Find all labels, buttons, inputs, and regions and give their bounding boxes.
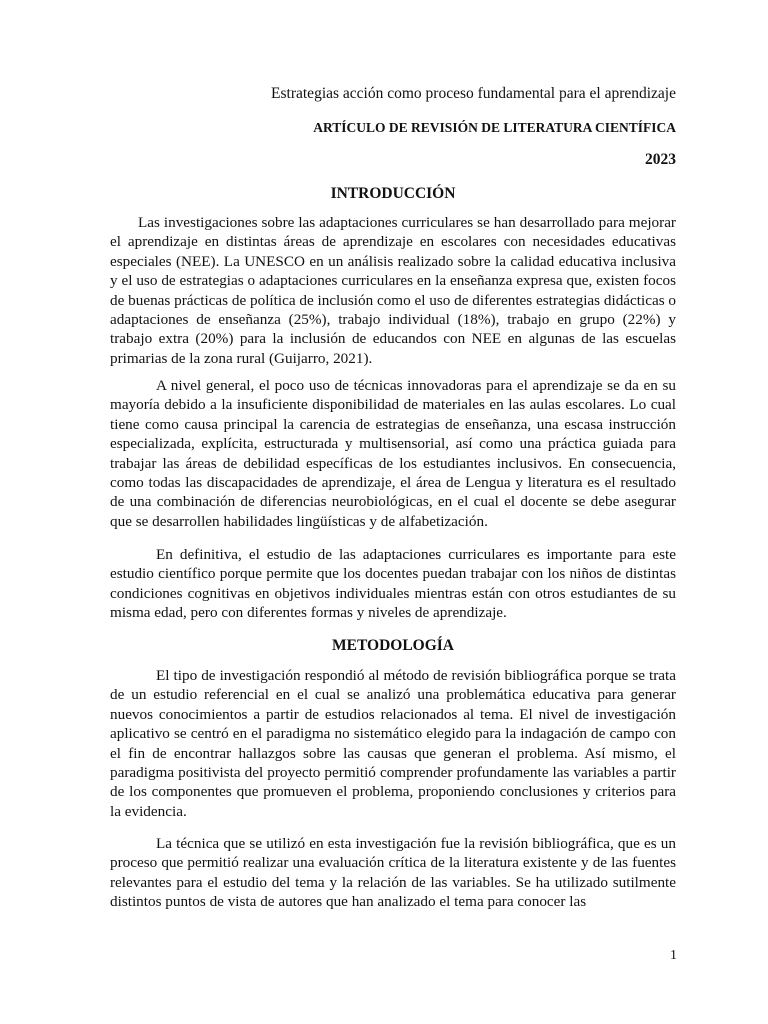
methodology-paragraph-1: El tipo de investigación respondió al método de revisión bibliográfica porque se trata de un estudio referencial en el cual se analizó una problemática educativa para generar nuevos conocimientos a partir de estudios relacionados al tema. El nivel de investigación aplicativo se centró en el paradigma no sistemático elegido para la indagación de campo con el fin de encontrar hallazgos sobre las causas que generan el problema. Así mismo, el paradigma positivista del proyecto permitió comprender profundamente las variables a partir de los componentes que promueven el problema, proponiendo conclusiones y criterios para la evidencia. <box>110 667 676 820</box>
introduction-heading: INTRODUCCIÓN <box>330 185 456 202</box>
introduction-paragraph-2: A nivel general, el poco uso de técnicas innovadoras para el aprendizaje se da en su mayoría debido a la insuficiente disponibilidad de materiales en las aulas escolares. Lo cual tiene como causa principal la carencia de estrategias de enseñanza, una escasa instrucción especializada, explícita, estructurada y multisensorial, así como una práctica guiada para trabajar las áreas de debilidad específicas de los estudiantes inclusivos. En consecuencia, como todas las discapacidades de aprendizaje, el área de Lengua y literatura es el resultado de una combinación de diferencias neurobiológicas, en el cual el docente se debe asegurar que se desarrollen habilidades lingüísticas y de alfabetización. <box>110 377 676 530</box>
methodology-heading: METODOLOGÍA <box>331 637 454 654</box>
page-number: 1 <box>670 948 677 963</box>
running-title: Estrategias acción como proceso fundamental para el aprendizaje <box>271 85 676 102</box>
introduction-paragraph-3: En definitiva, el estudio de las adaptaciones curriculares es importante para este estudio científico porque permite que los docentes puedan trabajar con los niños de distintas condiciones cognitivas en objetivos individuales mientras están con otros estudiantes de su misma edad, pero con diferentes formas y niveles de aprendizaje. <box>110 546 676 622</box>
publication-year: 2023 <box>645 151 676 168</box>
methodology-paragraph-2: La técnica que se utilizó en esta investigación fue la revisión bibliográfica, que es un proceso que permitió realizar una evaluación crítica de la literatura existente y de las fuentes relevantes para el estudio del tema y la relación de las variables. Se ha utilizado sutilmente distintos puntos de vista de autores que han analizado el tema para conocer las <box>110 835 676 911</box>
introduction-paragraph-1: Las investigaciones sobre las adaptaciones curriculares se han desarrollado para mejorar el aprendizaje en distintas áreas de aprendizaje en escolares con necesidades educativas especiales (NEE). La UNESCO en un análisis realizado sobre la calidad educativa inclusiva y el uso de estrategias o adaptaciones curriculares en la enseñanza expresa que, existen focos de buenas prácticas de política de inclusión como el uso de diferentes estrategias didácticas o adaptaciones de enseñanza (25%), trabajo individual (18%), trabajo en grupo (22%) y trabajo extra (20%) para la inclusión de educandos con NEE en algunas de las escuelas primarias de la zona rural (Guijarro, 2021). <box>110 214 676 367</box>
article-type-label: ARTÍCULO DE REVISIÓN DE LITERATURA CIENTÍFICA <box>313 120 676 135</box>
